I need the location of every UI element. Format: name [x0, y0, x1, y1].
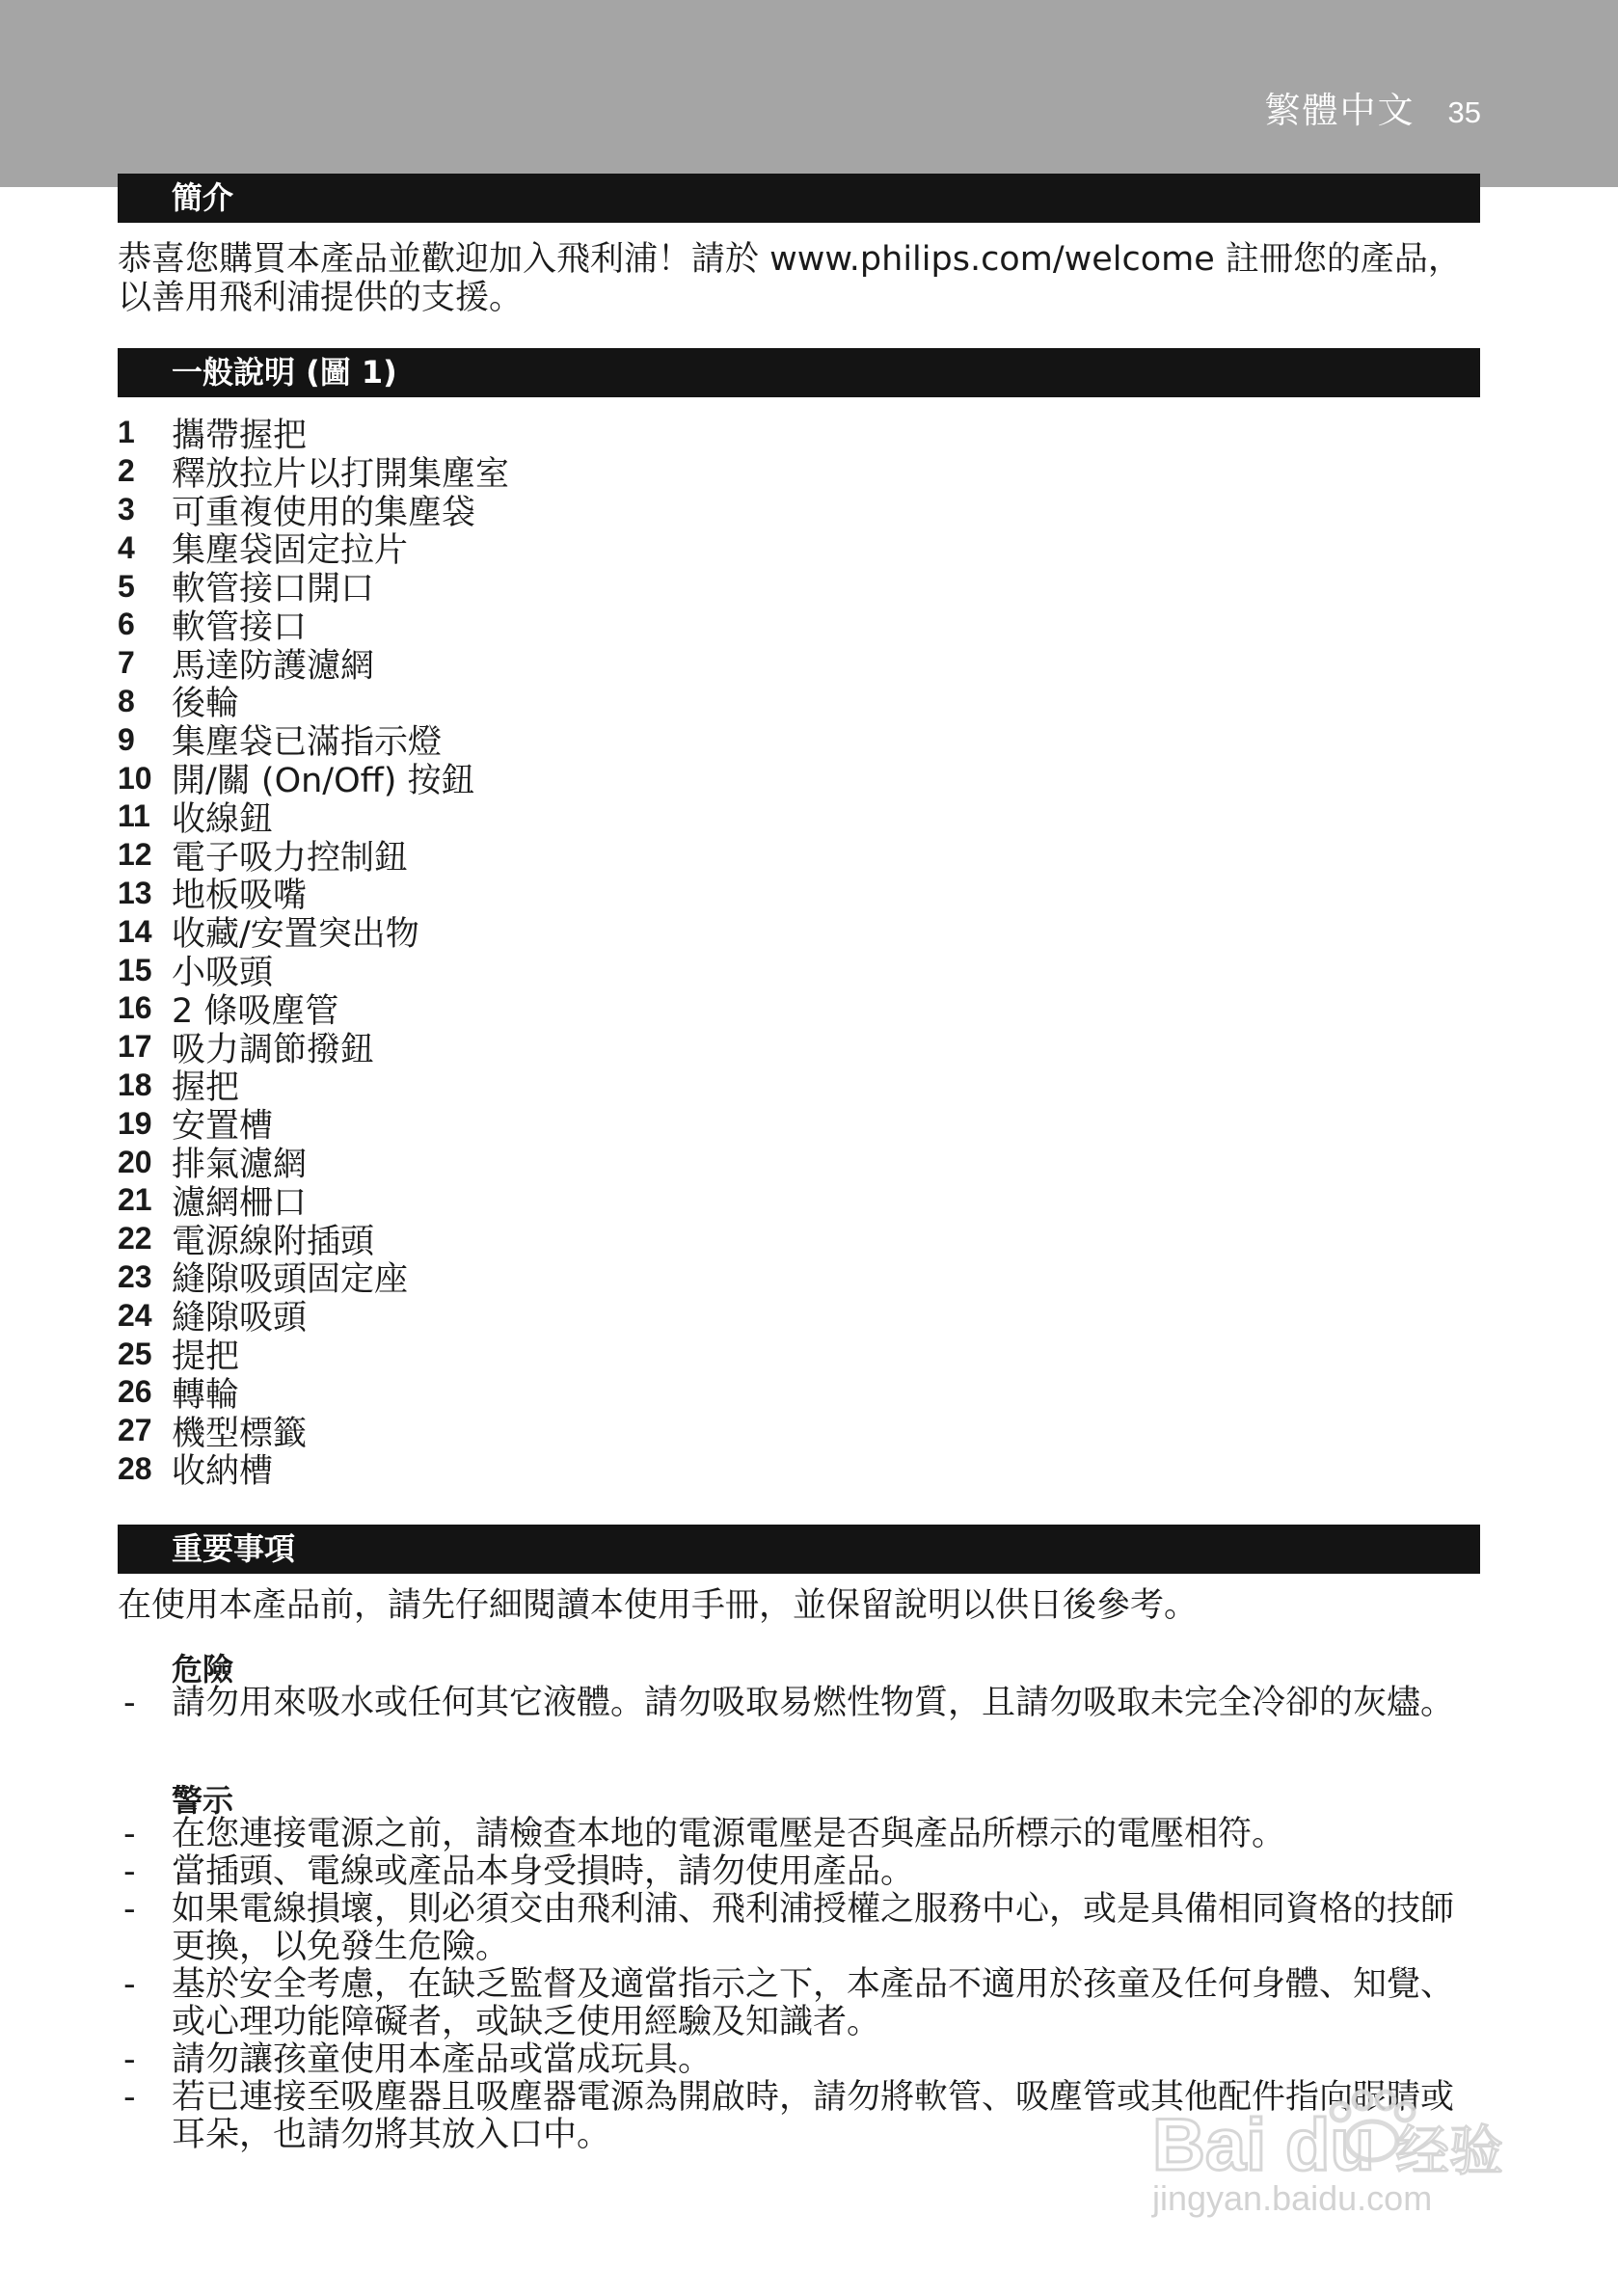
page-number: 35: [1447, 95, 1481, 129]
feature-label: 排氣濾網: [172, 1146, 308, 1185]
bullet-dash: -: [123, 2040, 136, 2079]
feature-number: 9: [118, 721, 135, 757]
bullet-dash: -: [123, 1815, 136, 1853]
feature-number: 3: [118, 491, 135, 527]
feature-label: 馬達防護濾網: [172, 646, 375, 686]
section-heading-intro: 簡介: [118, 174, 1480, 223]
feature-number: 25: [118, 1336, 152, 1371]
feature-label: 握把: [172, 1068, 240, 1108]
feature-number: 7: [118, 645, 135, 681]
language-label: 繁體中文: [1264, 90, 1416, 131]
feature-number: 6: [118, 607, 135, 642]
feature-label: 釋放拉片以打開集塵室: [172, 454, 510, 494]
feature-label: 濾網柵口: [172, 1183, 308, 1223]
feature-label: 機型標籤: [172, 1414, 308, 1453]
feature-number: 23: [118, 1258, 152, 1294]
intro-paragraph: 恭喜您購買本產品並歡迎加入飛利浦！請於 www.philips.com/welcome 註冊您的產品，以善用飛利浦提供的支援。: [118, 240, 1462, 317]
feature-number: 5: [118, 568, 135, 604]
feature-number: 10: [118, 760, 152, 796]
feature-number: 2: [118, 453, 135, 489]
bullet-dash: -: [123, 1684, 136, 1722]
feature-label: 2 條吸塵管: [172, 991, 339, 1031]
bullet-item: [118, 1966, 1487, 2041]
feature-label: 後輪: [172, 685, 240, 724]
feature-number: 18: [118, 1067, 152, 1102]
feature-label: 收藏/安置突出物: [172, 915, 419, 955]
feature-number: 20: [118, 1144, 152, 1179]
feature-number: 8: [118, 683, 135, 718]
bullet-item: [118, 2079, 1487, 2154]
feature-number: 28: [118, 1450, 152, 1486]
feature-list: [118, 414, 510, 1492]
bullet-dash: -: [123, 2078, 136, 2117]
bullet-dash: -: [123, 1890, 136, 1929]
feature-label: 軟管接口: [172, 608, 308, 647]
bullet-dash: -: [123, 1965, 136, 2004]
feature-label: 軟管接口開口: [172, 570, 375, 609]
feature-number: 22: [118, 1221, 152, 1256]
feature-number: 12: [118, 837, 152, 873]
feature-number: 15: [118, 952, 152, 987]
feature-number: 14: [118, 913, 152, 949]
feature-label: 集塵袋固定拉片: [172, 531, 409, 571]
feature-label: 可重複使用的集塵袋: [172, 493, 476, 532]
bullet-text: 基於安全考慮，在缺乏監督及適當指示之下，本產品不適用於孩童及任何身體、知覺、或心理功能障礙者，或缺乏使用經驗及知識者。: [172, 1965, 1455, 2041]
feature-label: 集塵袋已滿指示燈: [172, 723, 443, 763]
svg-text:经验: 经验: [1395, 2120, 1503, 2183]
feature-label: 縫隙吸頭: [172, 1299, 308, 1338]
bullet-text: 請勿用來吸水或任何其它液體。請勿吸取易燃性物質，且請勿吸取未完全冷卻的灰燼。: [172, 1684, 1455, 1722]
watermark-url: jingyan.baidu.com: [1152, 2178, 1433, 2218]
feature-number: 1: [118, 415, 135, 450]
feature-label: 開/關 (On/Off) 按鈕: [172, 762, 475, 801]
page-header: [1265, 81, 1481, 133]
feature-label: 轉輪: [172, 1375, 240, 1415]
bullet-text: 請勿讓孩童使用本產品或當成玩具。: [172, 2040, 713, 2079]
feature-label: 電源線附插頭: [172, 1222, 375, 1261]
bullet-item: [118, 1685, 1487, 1722]
feature-number: 4: [118, 529, 135, 565]
feature-number: 24: [118, 1297, 152, 1333]
feature-label: 小吸頭: [172, 954, 274, 993]
bullet-text: 若已連接至吸塵器且吸塵器電源為開啟時，請勿將軟管、吸塵管或其他配件指向眼睛或耳朵，也請勿將其放入口中。: [172, 2078, 1455, 2154]
feature-label: 吸力調節撥鈕: [172, 1030, 375, 1069]
danger-list: [118, 1685, 1487, 1722]
feature-label: 收線鈕: [172, 799, 274, 839]
section-heading-important: 重要事項: [118, 1525, 1480, 1574]
warning-heading: 警示: [172, 1782, 234, 1819]
feature-label: 提把: [172, 1337, 240, 1377]
bullet-dash: -: [123, 1852, 136, 1891]
feature-label: 電子吸力控制鈕: [172, 838, 409, 878]
feature-item: [118, 1450, 509, 1492]
feature-label: 地板吸嘴: [172, 877, 308, 916]
feature-number: 21: [118, 1182, 152, 1218]
bullet-item: [118, 1891, 1487, 1966]
feature-label: 縫隙吸頭固定座: [172, 1260, 409, 1300]
feature-number: 16: [118, 990, 152, 1026]
bullet-item: [118, 1853, 1487, 1891]
svg-text:du: du: [1285, 2104, 1375, 2186]
feature-number: 27: [118, 1413, 152, 1448]
feature-number: 17: [118, 1029, 152, 1065]
feature-label: 收納槽: [172, 1452, 274, 1492]
bullet-item: [118, 1816, 1487, 1853]
bullet-text: 當插頭、電線或產品本身受損時，請勿使用產品。: [172, 1852, 915, 1891]
feature-number: 26: [118, 1374, 152, 1410]
danger-heading: 危險: [172, 1651, 234, 1688]
important-paragraph: 在使用本產品前，請先仔細閱讀本使用手冊，並保留說明以供日後參考。: [118, 1586, 1199, 1625]
feature-number: 13: [118, 875, 152, 910]
feature-label: 攜帶握把: [172, 416, 308, 455]
bullet-text: 在您連接電源之前，請檢查本地的電源電壓是否與產品所標示的電壓相符。: [172, 1815, 1286, 1853]
feature-number: 19: [118, 1105, 152, 1141]
bullet-text: 如果電線損壞，則必須交由飛利浦、飛利浦授權之服務中心，或是具備相同資格的技師更換，以免發生危險。: [172, 1890, 1455, 1966]
warning-list: [118, 1816, 1487, 2154]
feature-number: 11: [118, 798, 150, 834]
bullet-item: [118, 2041, 1487, 2079]
feature-label: 安置槽: [172, 1107, 274, 1147]
section-heading-general: 一般說明 (圖 1): [118, 348, 1480, 397]
svg-text:Bai: Bai: [1152, 2104, 1267, 2186]
